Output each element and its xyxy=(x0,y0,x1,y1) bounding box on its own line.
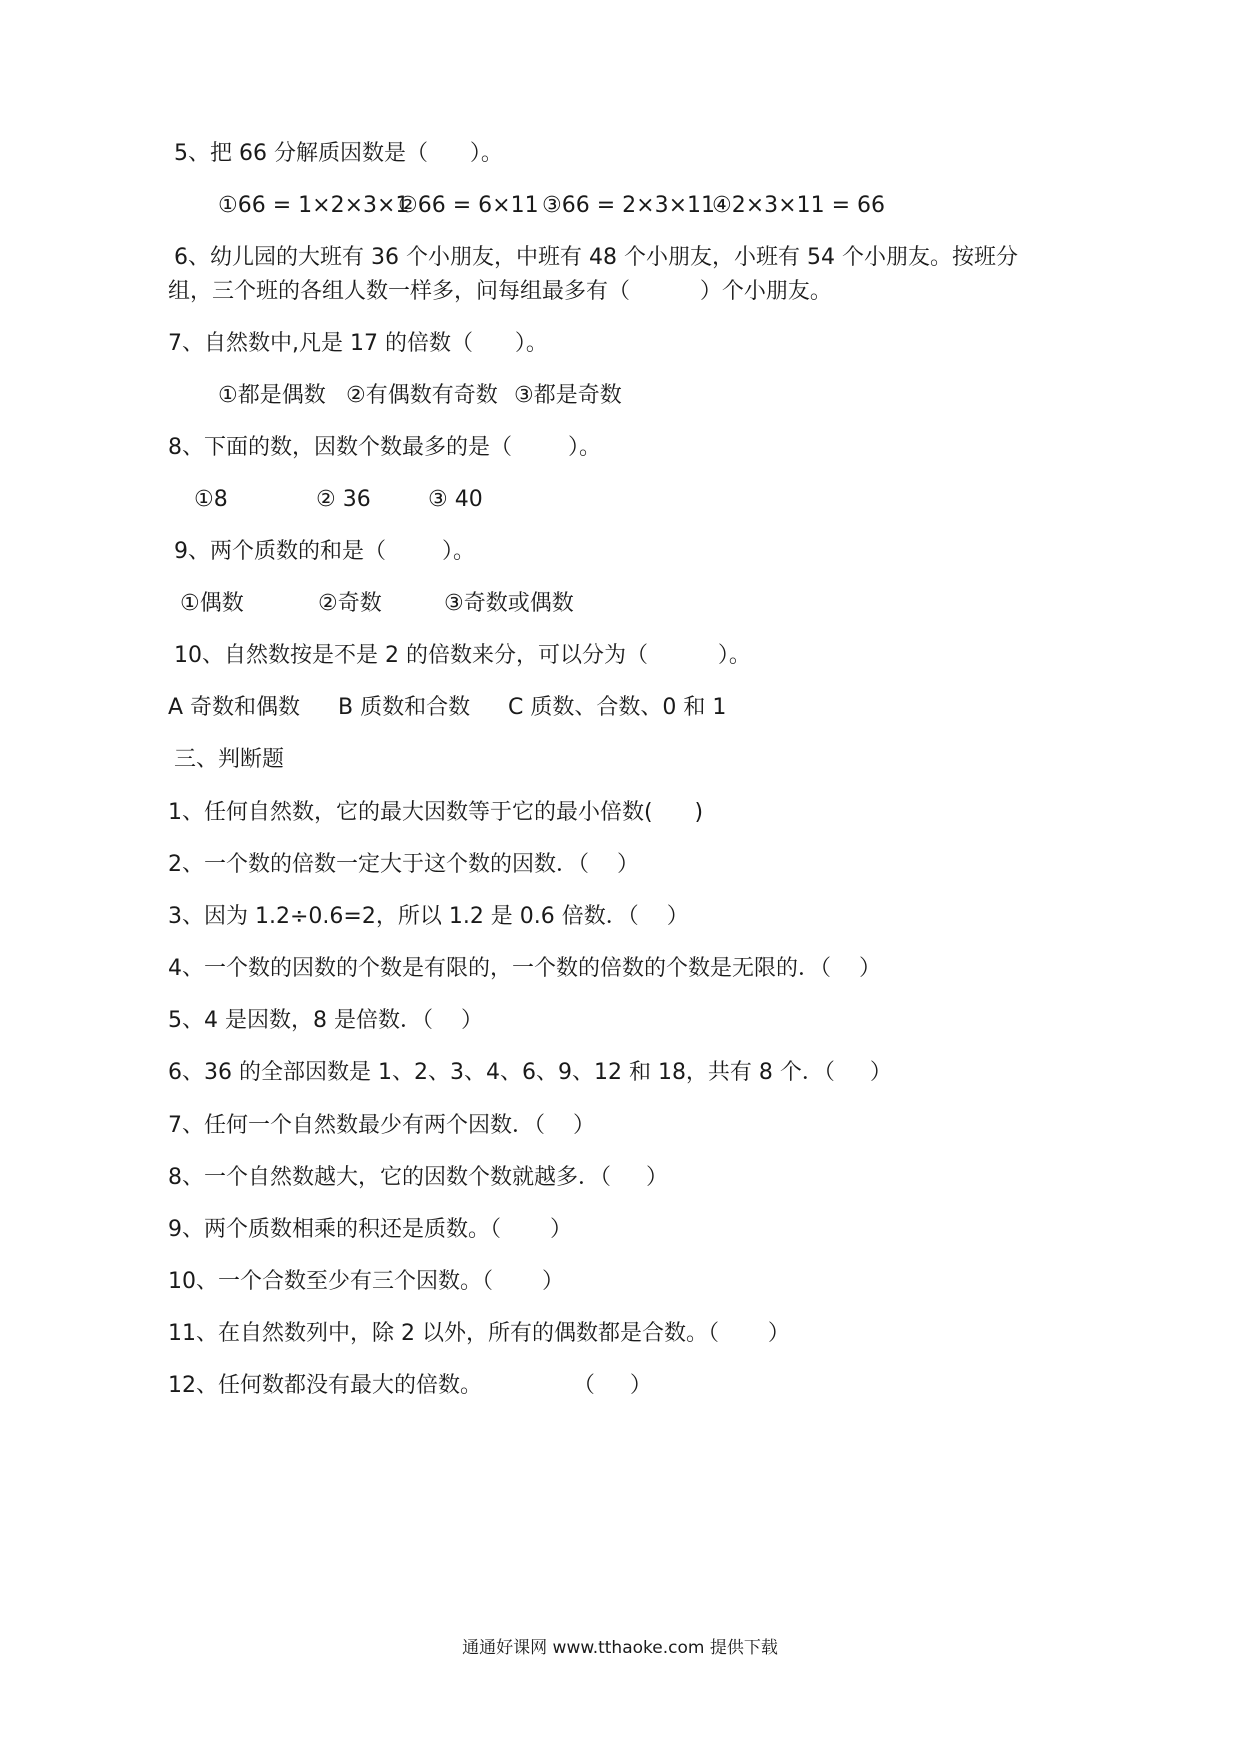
judge-item: 2、一个数的倍数一定大于这个数的因数．（ ） xyxy=(168,852,639,877)
q5-option-3: ③66 = 2×3×11 xyxy=(542,193,715,218)
judge-item: 6、36 的全部因数是 1、2、3、4、6、9、12 和 18，共有 8 个．（ ） xyxy=(168,1060,892,1085)
judge-item: 12、任何数都没有最大的倍数。 （ ） xyxy=(168,1373,652,1398)
q10-option-b: B 质数和合数 xyxy=(338,695,471,720)
q6-line-2: 组，三个班的各组人数一样多，问每组最多有（ ）个小朋友。 xyxy=(168,279,832,304)
q7-option-1: ①都是偶数 xyxy=(218,383,326,408)
q7-option-2: ②有偶数有奇数 xyxy=(346,383,498,408)
footer-source-note: 通通好课网 www.tthaoke.com 提供下载 xyxy=(462,1638,778,1658)
q10-stem: 10、自然数按是不是 2 的倍数来分，可以分为（ ）。 xyxy=(174,643,751,668)
judge-item: 7、任何一个自然数最少有两个因数．（ ） xyxy=(168,1113,595,1138)
q9-option-3: ③奇数或偶数 xyxy=(444,591,574,616)
q9-option-1: ①偶数 xyxy=(180,591,244,616)
judge-item: 1、任何自然数，它的最大因数等于它的最小倍数( ) xyxy=(168,800,704,825)
judge-item: 5、4 是因数，8 是倍数．（ ） xyxy=(168,1008,483,1033)
q8-option-2: ② 36 xyxy=(316,487,371,512)
judge-item: 10、一个合数至少有三个因数。（ ） xyxy=(168,1269,564,1294)
q5-option-1: ①66 = 1×2×3×1 xyxy=(218,193,410,218)
judge-item: 8、一个自然数越大，它的因数个数就越多．（ ） xyxy=(168,1165,668,1190)
judge-item: 3、因为 1.2÷0.6=2，所以 1.2 是 0.6 倍数．（ ） xyxy=(168,904,689,929)
q9-option-2: ②奇数 xyxy=(318,591,382,616)
q8-option-1: ①8 xyxy=(194,487,228,512)
q6-line-1: 6、幼儿园的大班有 36 个小朋友，中班有 48 个小朋友，小班有 54 个小朋友。按班分 xyxy=(174,245,1018,270)
q8-stem: 8、下面的数，因数个数最多的是（ ）。 xyxy=(168,435,601,460)
judge-item: 9、两个质数相乘的积还是质数。（ ） xyxy=(168,1217,572,1242)
q7-option-3: ③都是奇数 xyxy=(514,383,622,408)
judge-item: 11、在自然数列中，除 2 以外，所有的偶数都是合数。（ ） xyxy=(168,1321,790,1346)
q5-option-4: ④2×3×11 = 66 xyxy=(712,193,885,218)
q10-option-c: C 质数、合数、0 和 1 xyxy=(508,695,727,720)
judge-item: 4、一个数的因数的个数是有限的，一个数的倍数的个数是无限的．（ ） xyxy=(168,956,881,981)
q10-option-a: A 奇数和偶数 xyxy=(168,695,301,720)
q7-stem: 7、自然数中,凡是 17 的倍数（ ）。 xyxy=(168,331,548,356)
q9-stem: 9、两个质数的和是（ ）。 xyxy=(174,539,475,564)
section-heading-judge: 三、判断题 xyxy=(174,747,285,772)
q5-option-2: ②66 = 6×11 xyxy=(398,193,539,218)
q5-stem: 5、把 66 分解质因数是（ ）。 xyxy=(174,141,503,166)
q8-option-3: ③ 40 xyxy=(428,487,483,512)
